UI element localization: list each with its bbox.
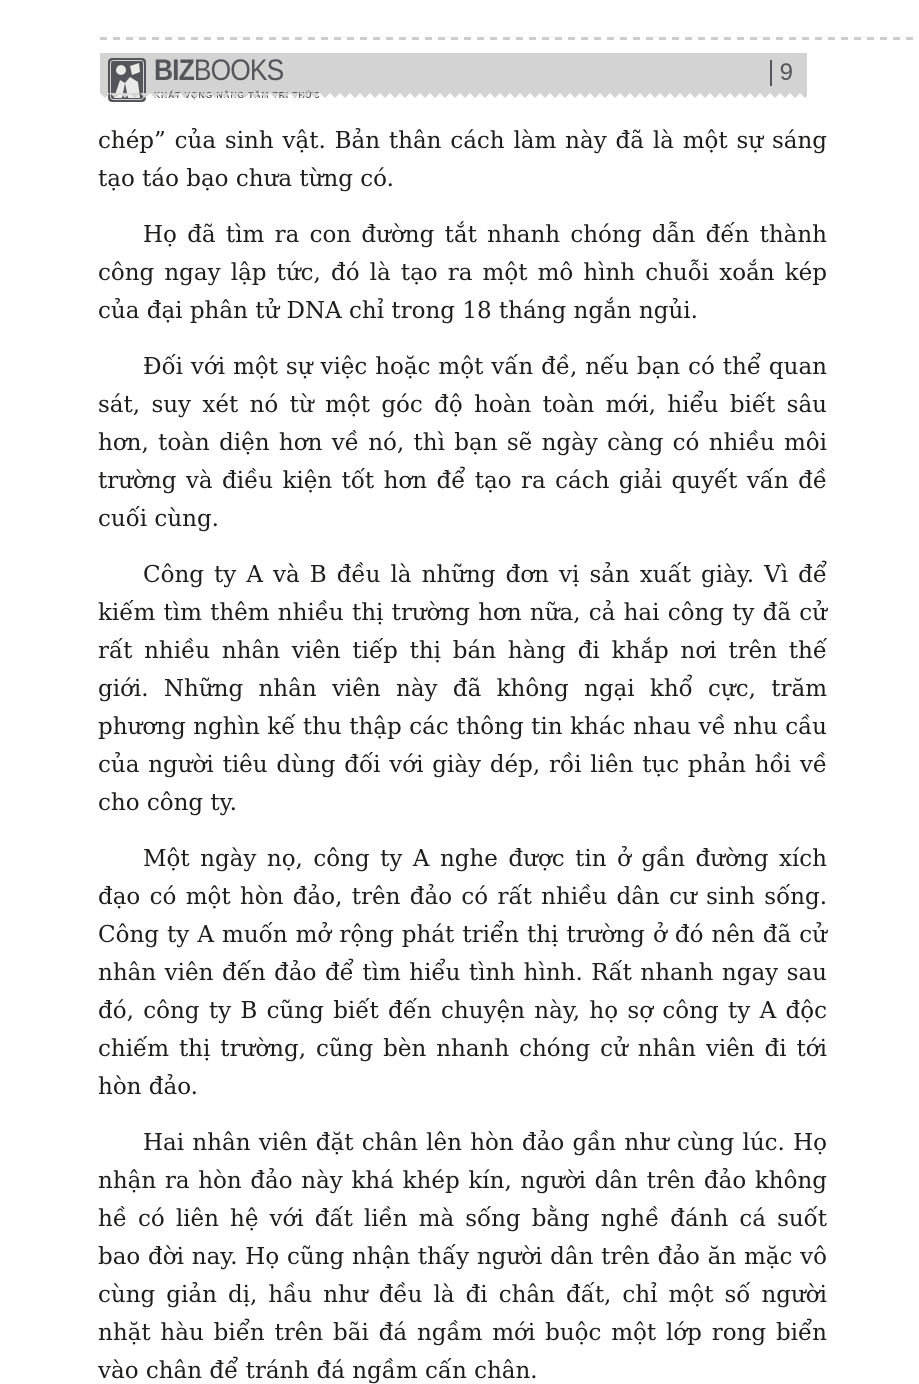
- body-text: [98, 122, 827, 1384]
- paragraph-1: chép” của sinh vật. Bản thân cách làm này đã là một sự sáng tạo táo bạo chưa từng có.: [98, 128, 827, 192]
- paragraph-5: Một ngày nọ, công ty A nghe được tin ở gần đường xích đạo có một hòn đảo, trên đảo có rất nhiều dân cư sinh sống. Công ty A muốn mở rộng phát triển thị trường ở đó nên đã cử nhân viên đến đảo để tìm hiểu tình hình. Rất nhanh ngay sau đó, công ty B cũng biết đến chuyện này, họ sợ công ty A độc chiếm thị trường, cũng bèn nhanh chóng cử nhân viên đi tới hòn đảo.: [98, 846, 827, 1100]
- brand-name-biz: BIZ: [154, 54, 194, 87]
- brand-name: [154, 56, 283, 86]
- brand-name-books: BOOKS: [193, 54, 284, 87]
- header-perforation-edge: [100, 93, 807, 98]
- header-bar: [100, 53, 807, 93]
- paragraph-2: Họ đã tìm ra con đường tắt nhanh chóng dẫn đến thành công ngay lập tức, đó là tạo ra một mô hình chuỗi xoắn kép của đại phân tử DNA chỉ trong 18 tháng ngắn ngủi.: [98, 222, 827, 324]
- perforation-line: [100, 37, 919, 40]
- paragraph-3: Đối với một sự việc hoặc một vấn đề, nếu bạn có thể quan sát, suy xét nó từ một góc độ hoàn toàn mới, hiểu biết sâu hơn, toàn diện hơn về nó, thì bạn sẽ ngày càng có nhiều môi trường và điều kiện tốt hơn để tạo ra cách giải quyết vấn đề cuối cùng.: [98, 354, 827, 532]
- page-number-separator: [770, 60, 772, 86]
- paragraph-4: Công ty A và B đều là những đơn vị sản xuất giày. Vì để kiếm tìm thêm nhiều thị trường hơn nữa, cả hai công ty đã cử rất nhiều nhân viên tiếp thị bán hàng đi khắp nơi trên thế giới. Những nhân viên này đã không ngại khổ cực, trăm phương nghìn kế thu thập các thông tin khác nhau về nhu cầu của người tiêu dùng đối với giày dép, rồi liên tục phản hồi về cho công ty.: [98, 562, 827, 816]
- page-number: 9: [779, 59, 793, 86]
- page-number-wrap: [770, 53, 793, 93]
- paragraph-6: Hai nhân viên đặt chân lên hòn đảo gần như cùng lúc. Họ nhận ra hòn đảo này khá khép kín, người dân trên đảo không hề có liên hệ với đất liền mà sống bằng nghề đánh cá suốt bao đời nay. Họ cũng nhận thấy người dân trên đảo ăn mặc vô cùng giản dị, hầu như đều là đi chân đất, chỉ một số người nhặt hàu biển trên bãi đá ngầm mới buộc một lớp rong biển vào chân để tránh đá ngầm cấn chân.: [98, 1130, 827, 1384]
